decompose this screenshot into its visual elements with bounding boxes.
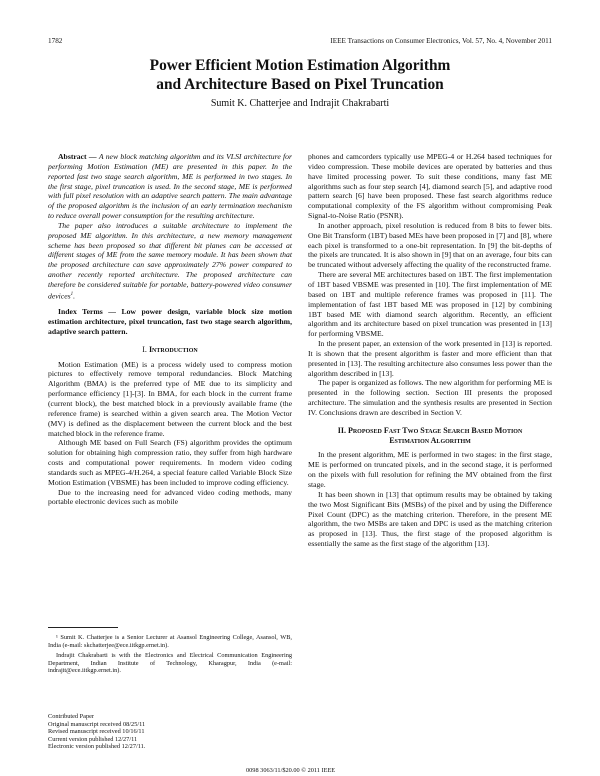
footnote-author-1: ¹ Sumit K. Chatterjee is a Senior Lecturer at Asansol Engineering College, Asansol, WB, India (e-mail: skchatterjee@ece.iitkgp.ernet.in).: [48, 634, 292, 649]
abstract-label: Abstract —: [58, 152, 99, 161]
title-line-1: Power Efficient Motion Estimation Algorithm: [149, 57, 451, 74]
title-line-2: and Architecture Based on Pixel Truncation: [156, 76, 444, 93]
abstract-footnote-mark: 1: [70, 291, 74, 297]
section-2-title-line-1: [308, 426, 552, 436]
section-2-paragraph-2: It has been shown in [13] that optimum results may be obtained by taking the two Most Significant Bits (MSBs) of the pixel and by using the Difference Pixel Count (DPC) as the matching criterion. Therefore, in the present ME algorithm, the two MSBs are taken and DPC is used as the matching criterion as proposed in [13]. Thus, the first stage of the proposed algorithm is essentially the same as the first stage of the algorithm [13].: [308, 489, 552, 549]
section-2-paragraph-1: In the present algorithm, ME is performed in two stages: in the first stage, ME is performed on truncated pixels, and in the second stage, it is performed on the pixels with full resolution for refining the MV obtained from the first stage.: [308, 450, 552, 489]
history-line: Contributed Paper: [48, 713, 94, 720]
intro-paragraph-1: Motion Estimation (ME) is a process widely used to compress motion pictures to effectively remove temporal redundancies. Block Matching Algorithm (BMA) is the preferred type of ME due to its simplicity and performance efficiency [1]-[3]. In BMA, for each block in the current frame (current block), the best matched block in a previously available frame (the reference frame) is searched within a given search area. The Motion Vector (MV) is defined as the displacement between the current block and the best matched block in the reference frame.: [48, 359, 292, 438]
index-terms: Index Terms — Low power design, variable block size motion estimation architecture, pixel truncation, fast two stage search algorithm, adaptive search pattern.: [48, 307, 292, 336]
journal-header: IEEE Transactions on Consumer Electronics, Vol. 57, No. 4, November 2011: [330, 37, 552, 45]
history-line: Current version published 12/27/11: [48, 735, 138, 743]
intro-paragraph-4: In another approach, pixel resolution is reduced from 8 bits to fewer bits. One Bit Transform (1BT) based MEs have been proposed in [7] and [8], where each pixel is transformed to a one-bit representation. In [9] the bit-depths of the pixels are truncated. It is also shown in [9] that on an average, four bits can be truncated without adversely affecting the quality of the reconstructed frame.: [308, 220, 552, 270]
footnote-author-2: Indrajit Chakrabarti is with the Electronics and Electrical Communication Engineering Department, Indian Institute of Technology, Kharagpur, India (e-mail: indrajit@ece.iitkgp.ernet.in).: [48, 652, 292, 675]
abstract-end: .: [73, 291, 76, 301]
section-2-heading: [308, 426, 552, 446]
intro-paragraph-5: There are several ME architectures based on 1BT. The first implementation of 1BT based VBSME was presented in [10]. The first implementation of ME based on 1BT and multiple reference frames was proposed in [11]. The implementation of fast 1BT based ME was proposed in [12] by combining 1BT based ME with diamond search algorithm. Recently, an efficient algorithm and its architecture based on pixel truncation was presented in [13] for performing VBSME.: [308, 270, 552, 339]
section-1-title: Introduction: [148, 344, 198, 354]
intro-paragraph-2: Although ME based on Full Search (FS) algorithm provides the optimum solution for obtaining high compression ratio, they suffer from high hardware costs and computational power requirements. In modern video coding standards such as MPEG-4/H.264, a special feature called Variable Block Size Motion Estimation (VBSME) has been included to improve coding efficiency.: [48, 438, 292, 487]
authors: Sumit K. Chatterjee and Indrajit Chakrabarti: [210, 98, 390, 109]
left-column: [48, 152, 292, 507]
section-2-numeral: II.: [337, 425, 348, 435]
intro-paragraph-6: In the present paper, an extension of the work presented in [13] is reported. It is shown that the present algorithm is faster and more efficient than that presented in [13]. The resulting architecture also consumes less power than the algorithm described in [13].: [308, 339, 552, 378]
intro-paragraph-3: Due to the increasing need for advanced video coding methods, many portable electronic devices such as mobile: [48, 487, 292, 507]
history-line: Original manuscript received 08/25/11: [48, 720, 146, 728]
intro-continuation: phones and camcorders typically use MPEG-4 or H.264 based techniques for video compression. These mobile devices are operated by batteries and thus have limited processing power. To suit these conditions, many fast ME algorithms such as four step search [4], diamond search [5], and adaptive rood pattern search [6] have been proposed. These fast search algorithms reduce computational complexity of the FS algorithm without compromising Peak Signal-to-Noise Ratio (PSNR).: [308, 152, 552, 221]
copyright-footer: 0098 3063/11/$20.00 © 2011 IEEE: [246, 767, 336, 774]
history-line: Electronic version published 12/27/11.: [48, 743, 146, 751]
manuscript-history: [48, 713, 145, 751]
abstract-text-2: The paper also introduces a suitable architecture to implement the proposed ME algorithm. In this architecture, a new memory management scheme has been proposed so that different bit planes can be accessed at different stages of ME from the same memory module. It has been shown that the proposed architecture can save approximately 27% power compared to another recently reported architecture. The proposed architecture can therefore be considered suitable for portable, battery-powered video consumer devices: [48, 220, 292, 301]
paper-title: [48, 56, 552, 94]
history-line: Revised manuscript received 10/16/11: [48, 728, 145, 736]
section-2-title: Proposed Fast Two Stage Search Based Motion: [347, 425, 523, 435]
footnote-rule: [48, 627, 118, 628]
footnote: [48, 627, 292, 678]
page-number: 1782: [48, 37, 63, 45]
abstract-paragraph-1: [48, 152, 292, 221]
abstract-paragraph-2: [48, 221, 292, 301]
section-1-numeral: I.: [142, 344, 149, 354]
right-column: [308, 152, 552, 549]
intro-paragraph-7: The paper is organized as follows. The new algorithm for performing ME is presented in the following section. Section III presents the proposed architecture. The simulation and the synthesis results are presented in Section IV. Conclusions drawn are described in Section V.: [308, 378, 552, 417]
section-2-title-line-2: Estimation Algorithm: [389, 435, 471, 445]
section-1-heading: [48, 345, 292, 355]
abstract-text-1: A new block matching algorithm and its VLSI architecture for performing Motion Estimation (ME) are presented in this paper. In the reported fast two stage search algorithm, ME is performed in two stages. In the first stage, pixel truncation is used. In the second stage, ME is performed with full pixel resolution with an adaptive search pattern. The main advantage of the proposed algorithm is the inclusion of an early termination mechanism to reduce overall power consumption for the resulting architecture.: [48, 152, 293, 221]
